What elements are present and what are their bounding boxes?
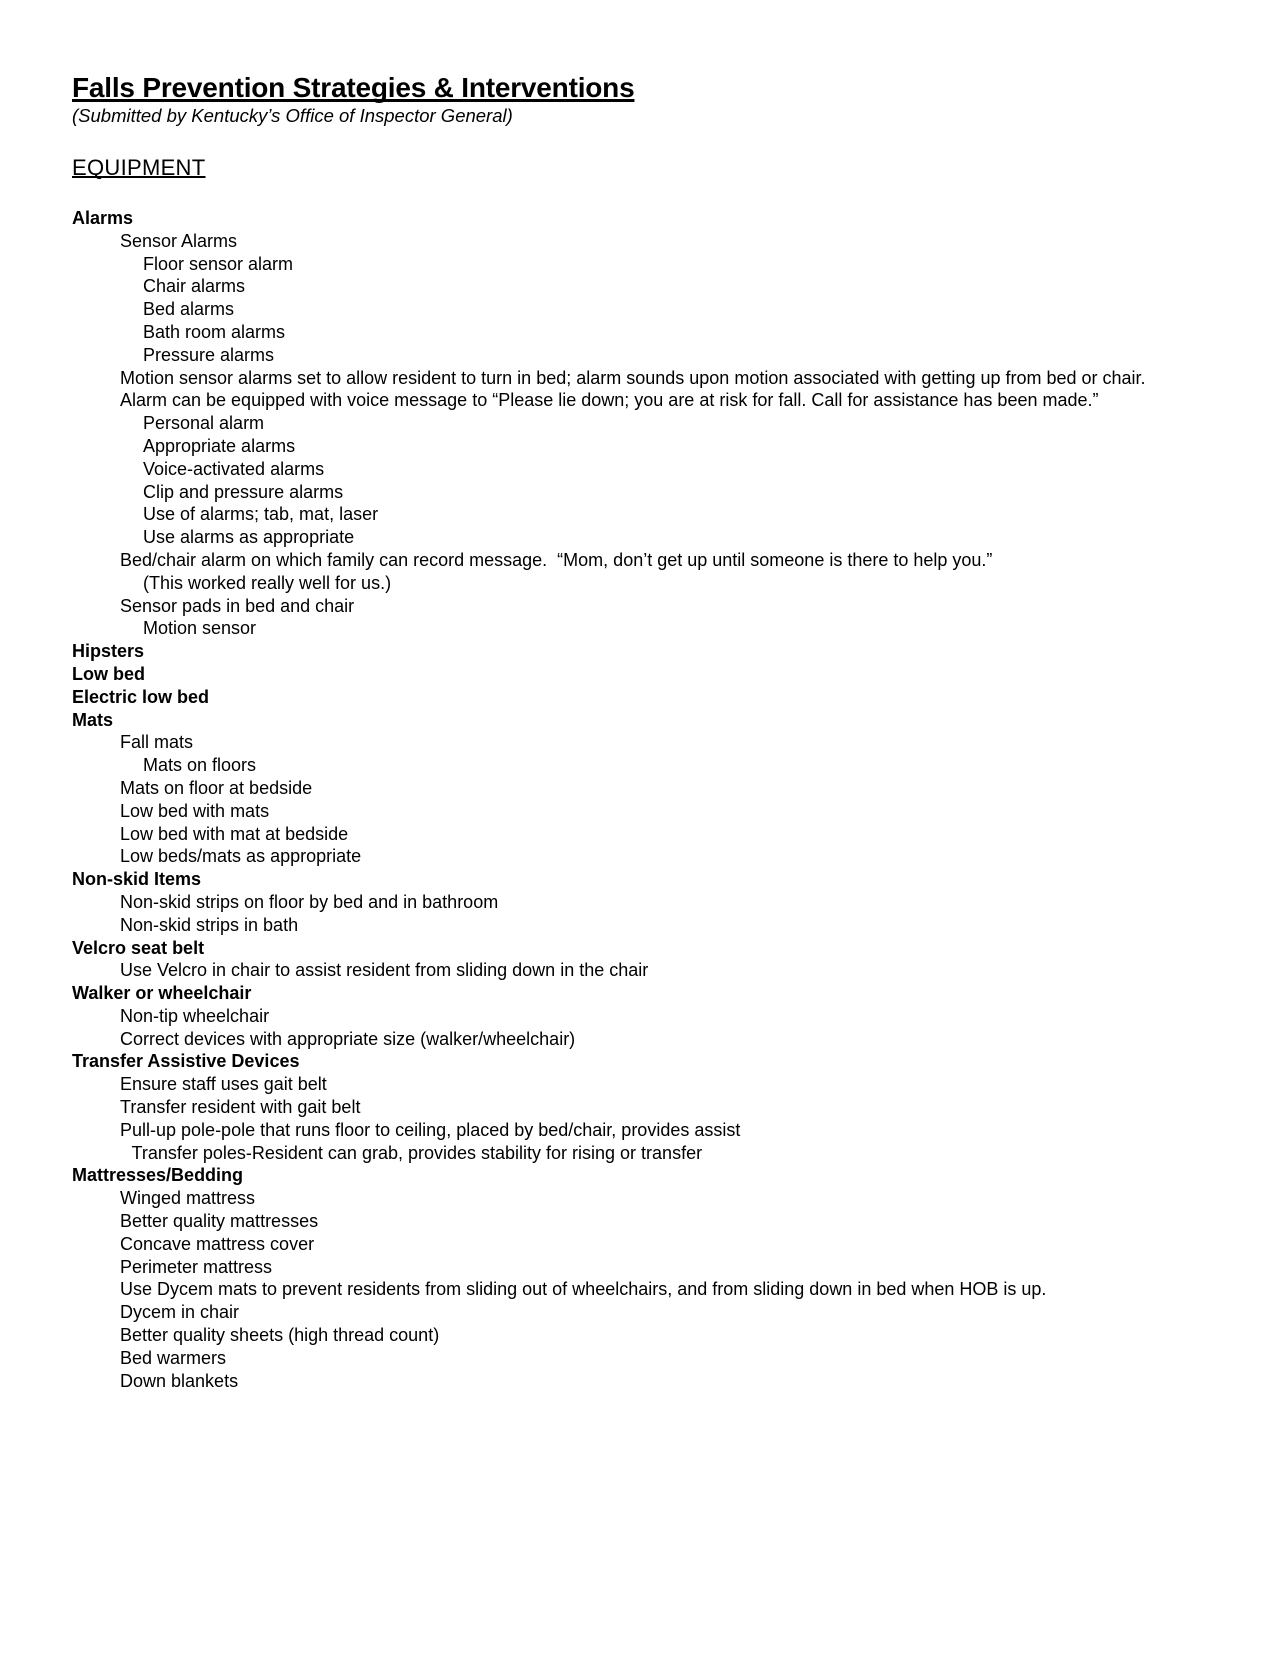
list-item: Non-tip wheelchair bbox=[120, 1005, 270, 1026]
list-item: Hipsters bbox=[72, 641, 145, 662]
list-item: Pressure alarms bbox=[143, 344, 275, 365]
list-item: Chair alarms bbox=[143, 276, 246, 297]
list-item: Sensor Alarms bbox=[120, 230, 238, 251]
list-item: Voice-activated alarms bbox=[143, 458, 325, 479]
list-item: Better quality sheets (high thread count) bbox=[120, 1325, 440, 1346]
list-item: Motion sensor bbox=[143, 618, 257, 639]
list-item: Non-skid Items bbox=[72, 869, 202, 890]
list-item: Non-skid strips on floor by bed and in bathroom bbox=[120, 891, 499, 912]
list-item: Non-skid strips in bath bbox=[120, 914, 299, 935]
list-item: Transfer poles-Resident can grab, provides stability for rising or transfer bbox=[131, 1142, 703, 1163]
list-item: Alarms bbox=[72, 208, 134, 228]
list-item: Down blankets bbox=[120, 1370, 239, 1391]
list-item: Personal alarm bbox=[143, 413, 265, 434]
list-item: Correct devices with appropriate size (walker/wheelchair) bbox=[120, 1028, 576, 1049]
list-item: Floor sensor alarm bbox=[143, 253, 294, 274]
list-item: Use Dycem mats to prevent residents from sliding out of wheelchairs, and from sliding down in bed when HOB is up. bbox=[120, 1279, 1047, 1300]
list-item: Clip and pressure alarms bbox=[143, 481, 344, 502]
list-item: Velcro seat belt bbox=[72, 937, 205, 958]
list-item: Alarm can be equipped with voice message to “Please lie down; you are at risk for fall. Call for assistance has been made.” bbox=[120, 390, 1099, 411]
list-item: Use alarms as appropriate bbox=[143, 527, 355, 548]
list-item: Perimeter mattress bbox=[120, 1256, 273, 1277]
list-item: Bed/chair alarm on which family can record message. “Mom, don’t get up until someone is there to help you.” bbox=[120, 549, 993, 570]
list-item: Electric low bed bbox=[72, 686, 210, 707]
list-item: Bath room alarms bbox=[143, 321, 286, 342]
list-item: Low beds/mats as appropriate bbox=[120, 846, 362, 867]
list-item: Low bed with mat at bedside bbox=[120, 823, 349, 844]
list-item: Transfer resident with gait belt bbox=[120, 1097, 361, 1118]
list-item: Fall mats bbox=[120, 732, 194, 753]
list-item: Dycem in chair bbox=[120, 1302, 240, 1323]
list-item: (This worked really well for us.) bbox=[143, 572, 392, 593]
list-item: Appropriate alarms bbox=[143, 435, 296, 456]
list-item: Mattresses/Bedding bbox=[72, 1165, 244, 1186]
list-item: Low bed with mats bbox=[120, 800, 270, 821]
list-item: Concave mattress cover bbox=[120, 1233, 315, 1254]
document-subtitle: (Submitted by Kentucky’s Office of Inspector General) bbox=[72, 105, 513, 126]
list-item: Sensor pads in bed and chair bbox=[120, 595, 355, 616]
list-item: Bed alarms bbox=[143, 299, 235, 320]
equipment-list bbox=[72, 207, 1162, 1392]
list-item: Mats on floors bbox=[143, 755, 257, 776]
list-item: Walker or wheelchair bbox=[72, 983, 252, 1004]
list-item: Pull-up pole-pole that runs floor to ceiling, placed by bed/chair, provides assist bbox=[120, 1119, 741, 1140]
document-title: Falls Prevention Strategies & Interventions bbox=[72, 72, 635, 103]
list-item: Transfer Assistive Devices bbox=[72, 1051, 300, 1072]
section-heading-equipment: EQUIPMENT bbox=[72, 155, 206, 180]
list-item: Use of alarms; tab, mat, laser bbox=[143, 504, 379, 525]
document-content bbox=[72, 72, 1162, 1392]
list-item: Low bed bbox=[72, 663, 145, 684]
list-item: Bed warmers bbox=[120, 1347, 227, 1368]
list-item: Winged mattress bbox=[120, 1188, 256, 1209]
list-item: Use Velcro in chair to assist resident from sliding down in the chair bbox=[120, 960, 649, 981]
list-item: Better quality mattresses bbox=[120, 1211, 319, 1232]
list-item: Mats bbox=[72, 709, 114, 730]
list-item: Ensure staff uses gait belt bbox=[120, 1074, 327, 1095]
list-item: Mats on floor at bedside bbox=[120, 777, 313, 798]
list-item: Motion sensor alarms set to allow resident to turn in bed; alarm sounds upon motion associated with getting up from bed or chair. bbox=[120, 367, 1146, 388]
